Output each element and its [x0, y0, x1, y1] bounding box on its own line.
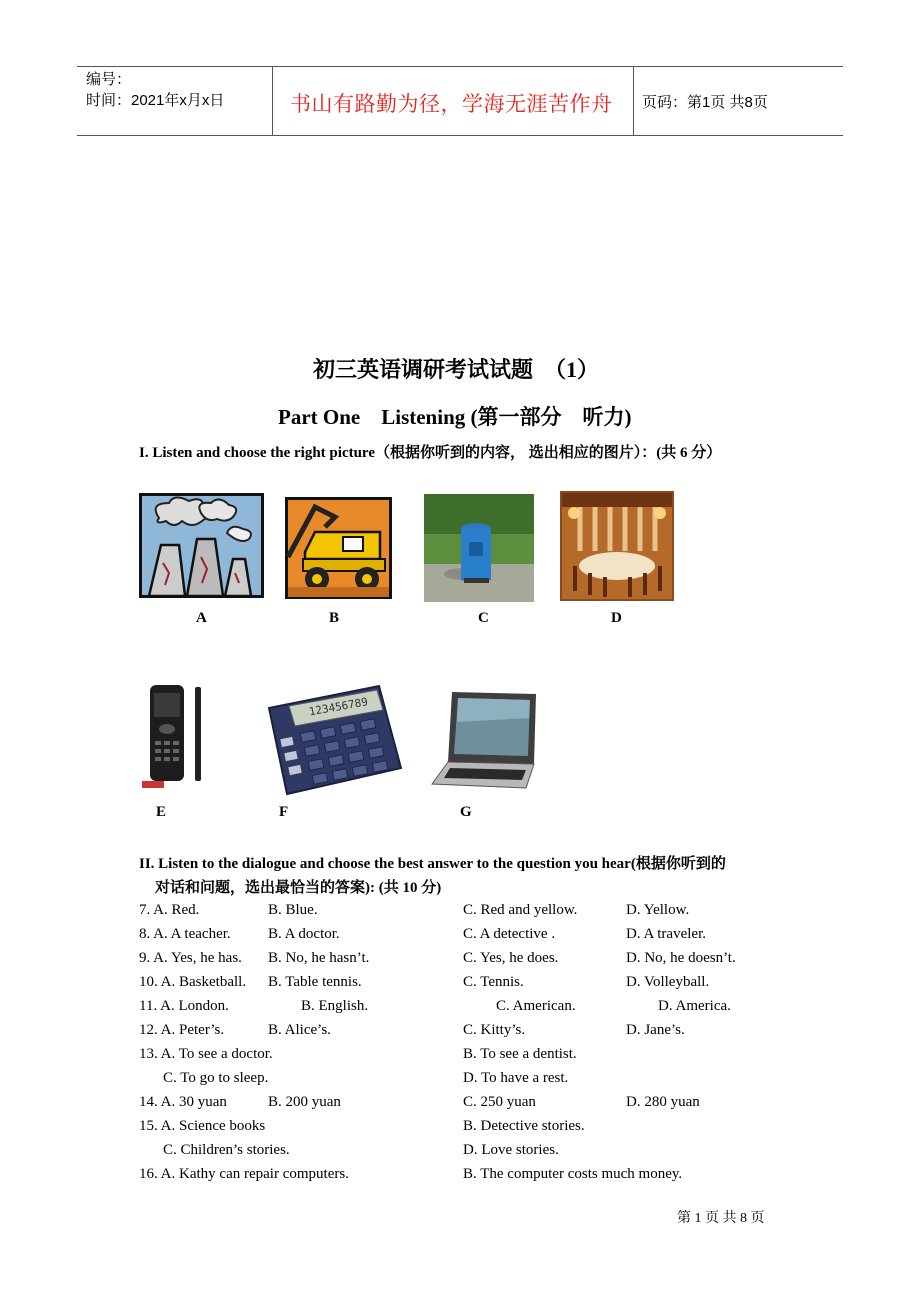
- section2-heading-line2: 对话和问题，选出最恰当的答案): (共 10 分): [155, 880, 442, 896]
- header-time-label: 时间：2021年x月x日: [86, 92, 225, 109]
- header-page-info: 页码：第1页 共8页: [642, 94, 768, 111]
- restaurant-room-icon: [560, 491, 674, 601]
- q8-option-c: C. A detective .: [463, 926, 556, 942]
- q10-option-a: 10. A. Basketball.: [139, 974, 247, 990]
- picture-label-g: G: [460, 804, 472, 820]
- picture-label-c: C: [478, 610, 489, 626]
- q9-option-d: D. No, he doesn’t.: [626, 950, 736, 966]
- q15-option-d: D. Love stories.: [463, 1142, 559, 1158]
- header-number-label: 编号：: [86, 71, 132, 88]
- q14-option-a: 14. A. 30 yuan: [139, 1094, 227, 1110]
- part-title: Part One Listening (第一部分 听力): [278, 405, 632, 429]
- section1-heading: I. Listen and choose the right picture（根据你听到的内容， 选出相应的图片）：(共 6 分）: [139, 445, 722, 461]
- picture-label-b: B: [329, 610, 340, 626]
- header-motto: 书山有路勤为径，学海无涯苦作舟: [290, 92, 613, 116]
- picture-label-a: A: [196, 610, 207, 626]
- q7-option-c: C. Red and yellow.: [463, 902, 578, 918]
- q12-option-d: D. Jane’s.: [626, 1022, 685, 1038]
- q12-option-c: C. Kitty’s.: [463, 1022, 526, 1038]
- factory-chimneys-icon: [139, 493, 264, 598]
- picture-label-e: E: [156, 804, 167, 820]
- q14-option-d: D. 280 yuan: [626, 1094, 700, 1110]
- q13-option-a: 13. A. To see a doctor.: [139, 1046, 273, 1062]
- laptop-icon: [430, 688, 538, 798]
- mobile-phone-icon: [140, 683, 205, 789]
- q13-option-d: D. To have a rest.: [463, 1070, 569, 1086]
- svg-text:123456789: 123456789: [307, 695, 369, 719]
- header-divider-2: [633, 66, 634, 136]
- q11-option-a: 11. A. London.: [139, 998, 229, 1014]
- calculator-icon: [249, 680, 404, 800]
- q12-option-a: 12. A. Peter’s.: [139, 1022, 225, 1038]
- q9-option-a: 9. A. Yes, he has.: [139, 950, 242, 966]
- q10-option-b: B. Table tennis.: [268, 974, 362, 990]
- dump-truck-icon: [285, 497, 392, 599]
- page-title: 初三英语调研考试试题 （1）: [313, 357, 600, 382]
- q16-option-a: 16. A. Kathy can repair computers.: [139, 1166, 349, 1182]
- q9-option-b: B. No, he hasn’t.: [268, 950, 370, 966]
- q15-option-a: 15. A. Science books: [139, 1118, 266, 1134]
- q13-option-c: C. To go to sleep.: [163, 1070, 269, 1086]
- q16-option-b: B. The computer costs much money.: [463, 1166, 683, 1182]
- section2-heading-line1: II. Listen to the dialogue and choose the best answer to the question you hear(根据你听到的: [139, 856, 726, 872]
- q8-option-a: 8. A. A teacher.: [139, 926, 231, 942]
- trash-bin-icon: [424, 494, 534, 602]
- q8-option-d: D. A traveler.: [626, 926, 706, 942]
- header-bottom-rule: [77, 135, 843, 136]
- q14-option-b: B. 200 yuan: [268, 1094, 341, 1110]
- q11-option-c: C. American.: [496, 998, 576, 1014]
- q7-option-d: D. Yellow.: [626, 902, 690, 918]
- picture-label-f: F: [279, 804, 289, 820]
- q15-option-c: C. Children’s stories.: [163, 1142, 290, 1158]
- q7-option-b: B. Blue.: [268, 902, 318, 918]
- header-top-rule: [77, 66, 843, 67]
- q7-option-a: 7. A. Red.: [139, 902, 200, 918]
- header-divider-1: [272, 66, 273, 136]
- q14-option-c: C. 250 yuan: [463, 1094, 536, 1110]
- q10-option-d: D. Volleyball.: [626, 974, 710, 990]
- q11-option-b: B. English.: [301, 998, 369, 1014]
- q15-option-b: B. Detective stories.: [463, 1118, 585, 1134]
- q8-option-b: B. A doctor.: [268, 926, 340, 942]
- picture-label-d: D: [611, 610, 622, 626]
- q10-option-c: C. Tennis.: [463, 974, 524, 990]
- q9-option-c: C. Yes, he does.: [463, 950, 559, 966]
- q12-option-b: B. Alice’s.: [268, 1022, 331, 1038]
- q13-option-b: B. To see a dentist.: [463, 1046, 577, 1062]
- page-footer: 第 1 页 共 8 页: [677, 1211, 765, 1226]
- q11-option-d: D. America.: [658, 998, 731, 1014]
